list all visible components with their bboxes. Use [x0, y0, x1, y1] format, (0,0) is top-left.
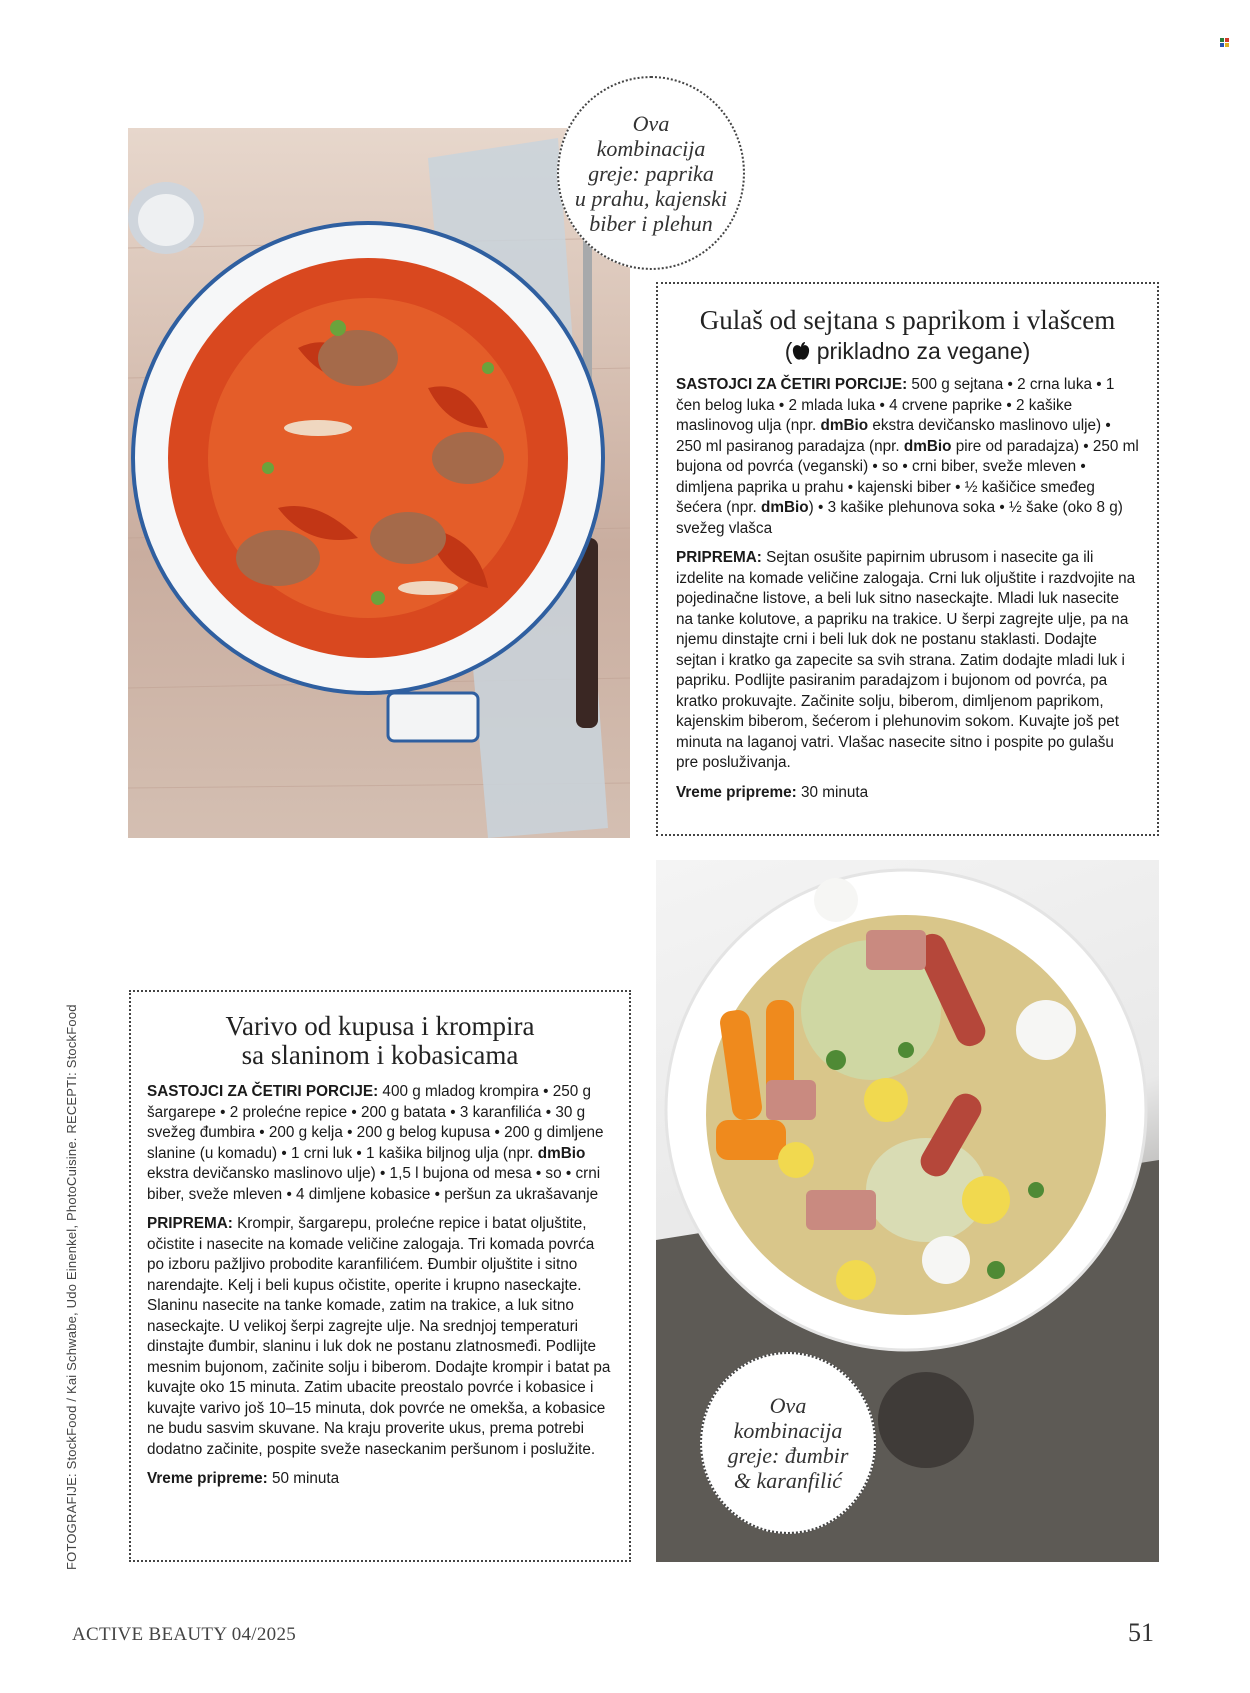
vegan-note: [676, 339, 1139, 363]
prep-time-label: Vreme pripreme:: [147, 1470, 268, 1487]
brand-name: dmBio: [903, 437, 952, 455]
prep-time: [147, 1469, 613, 1490]
goulash-photo: [128, 128, 630, 838]
page-number: 51: [1128, 1618, 1154, 1647]
vegan-note-text: prikladno za vegane): [810, 338, 1031, 364]
recipe-title: Gulaš od sejtana s paprikom i vlašcem: [699, 305, 1116, 335]
ingredients: [147, 1082, 613, 1205]
ingredients-text: 500 g sejtana • 2 crna luka • 1 čen belog luka • 2 mlada luka • 4 crvene paprike • 2 kašike maslinovog ulja (npr.: [676, 376, 1115, 434]
ingredients-label: SASTOJCI ZA ČETIRI PORCIJE:: [147, 1083, 379, 1100]
apple-icon: [792, 338, 810, 364]
preparation-text: Sejtan osušite papirnim ubrusom i nasecite ga ili izdelite na komade veličine zalogaja. Crni luk oljuštite i razdvojite na pojedinačne listove, a beli luk sitno naseckajte. Mladi luk nasecite na tanke kolutove, a papriku na trakice. U šerpi zagrejte ulje, pa na njemu dinstajte crni i beli luk dok ne postanu staklasti. Dodajte sejtan i kratko ga zapecite sa svih strana. Zatim dodajte mladi luk i papriku. Podlijte pasiranim paradajzom i bujonom od povrća, pa kratko prokuvajte. Začinite solju, biberom, dimljenom paprikom, kajenskim biberom, šećerom i plehunovim sokom. Kuvajte još pet minuta na laganoj vatri. Vlašac nasecite sitno i pospite po gulašu pre posluživanja.: [676, 549, 1136, 771]
callout-ginger-text: Ova kombinacija greje: đumbir & karanfilić: [727, 1393, 849, 1493]
callout-spice-text: Ova kombinacija greje: paprika u prahu, kajenski biber i plehun: [574, 110, 728, 236]
preparation-label: PRIPREMA:: [147, 1215, 233, 1232]
recipe-goulash: [656, 282, 1159, 836]
prep-time-label: Vreme pripreme:: [676, 783, 797, 801]
ingredients-text: pire od paradajza) • 250 ml bujona od povrća (veganski) • so • crni biber, sveže mleven • dimljena paprika u prahu • kajenski biber • ½ kašičice smeđeg šećera (npr.: [676, 437, 1139, 516]
brand-name: dmBio: [761, 499, 809, 516]
ingredients: [676, 375, 1139, 539]
ingredients-text: ekstra devičansko maslinovo ulje) • 1,5 l bujona od mesa • so • crni biber, sveže mleven • 4 dimljene kobasice • peršun za ukrašavanje: [147, 1165, 601, 1203]
preparation-text: Krompir, šargarepu, prolećne repice i batat oljuštite, očistite i nasecite na komade veličine zalogaja. Tri komada povrća po izboru pažljivo probodite karanfilićem. Đumbir oljuštite i sitno narendajte. Kelj i beli kupus očistite, operite i krupno naseckajte. Slaninu nasecite na tanke komade, zatim na trakice, a luk sitno naseckajte. U velikoj šerpi zagrejte ulje. Na srednjoj temperaturi dinstajte đumbir, slaninu i luk dok ne postanu zlatnosmeđi. Podlijte mesnim bujonom, začinite solju i biberom. Dodajte krompir i batat pa kuvajte oko 15 minuta. Zatim ubacite preostalo povrće i kobasice i kuvajte varivo još 10–15 minuta, dok povrće ne omekša, a kobasice ne budu sasvim skuvane. Na kraju proverite ukus, prema potrebi dodatno začinite, pospite sveže naseckanim peršunom i poslužite.: [147, 1215, 611, 1458]
callout-spice-tip: [557, 76, 745, 270]
registration-mark-icon: [1220, 34, 1229, 43]
ingredients-text: 400 g mladog krompira • 250 g šargarepe • 2 prolećne repice • 200 g batata • 3 karanfilića • 30 g svežeg đumbira • 200 g kelja • 200 g belog kupusa • 200 g dimljene slanine (u komadu) • 1 crni luk • 1 kašika biljnog ulja (npr.: [147, 1083, 604, 1162]
preparation-label: PRIPREMA:: [676, 549, 762, 566]
preparation: [676, 548, 1139, 774]
ingredients-label: SASTOJCI ZA ČETIRI PORCIJE:: [676, 376, 908, 393]
preparation: [147, 1214, 613, 1460]
prep-time-value: 30 minuta: [796, 783, 869, 801]
prep-time-value: 50 minuta: [267, 1470, 340, 1487]
magazine-issue: ACTIVE BEAUTY 04/2025: [72, 1624, 297, 1645]
brand-name: dmBio: [537, 1144, 586, 1162]
callout-ginger-tip: [700, 1352, 876, 1534]
ingredients-text: ) • 3 kašike plehunova soka • ½ šake (oko 8 g) svežeg vlašca: [676, 499, 1123, 537]
vegan-note-open: (: [784, 338, 793, 364]
recipe-cabbage-stew: [129, 990, 631, 1562]
ingredients-text: ekstra devičansko maslinovo ulje) • 250 ml pasiranog paradajza (npr.: [676, 417, 1111, 455]
photo-credit: FOTOGRAFIJE: StockFood / Kai Schwabe, Udo Einenkel, PhotoCuisine. RECEPTI: StockFood: [64, 1004, 79, 1570]
brand-name: dmBio: [820, 417, 869, 434]
prep-time: [676, 783, 1139, 804]
recipe-title: Varivo od kupusa i krompira sa slaninom i kobasicama: [225, 1011, 535, 1070]
